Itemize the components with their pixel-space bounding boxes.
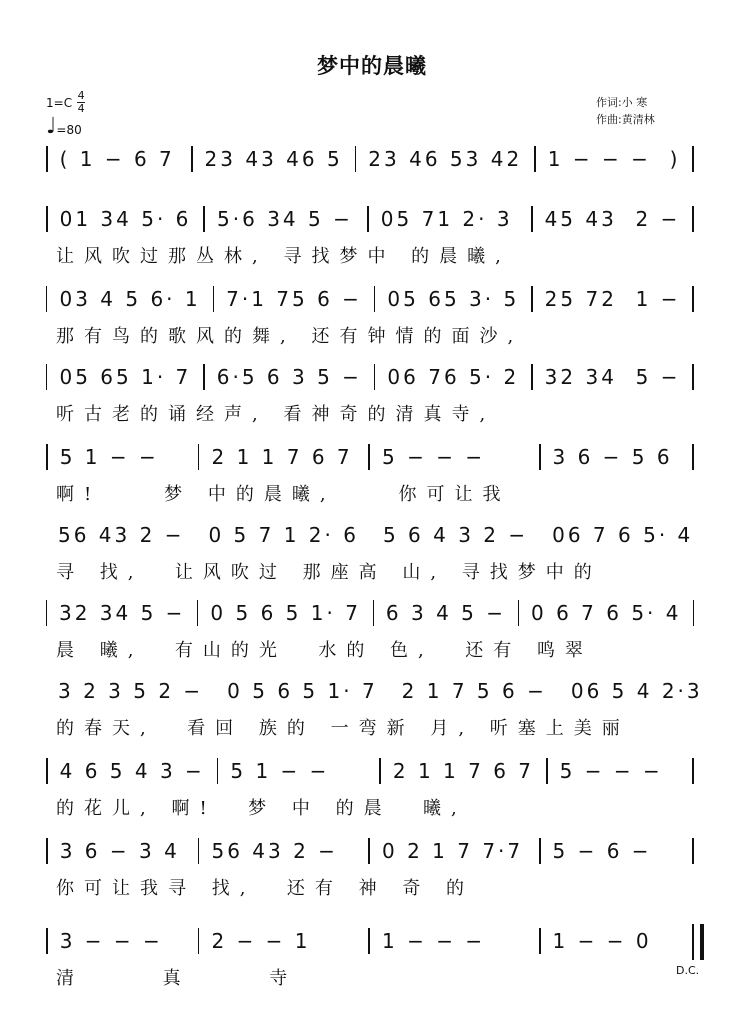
lyric-line: 啊! 梦 中的晨曦, 你可让我	[56, 484, 511, 505]
score-row	[40, 600, 706, 626]
measure: 03 4 5 6· 1	[59, 287, 201, 311]
measure: 1 − − 0	[552, 929, 652, 953]
measure: 2 − − 1	[211, 929, 311, 953]
measure: 23 43 46 5	[204, 147, 343, 171]
measure: 05 65 3· 5	[387, 287, 520, 311]
measure: 3 − − −	[59, 929, 163, 953]
barline	[46, 444, 48, 470]
measure: 0 6 7 6 5· 4	[530, 601, 682, 625]
measure: 06 7 6 5· 4	[552, 523, 694, 547]
time-signature	[77, 90, 85, 115]
barline	[692, 146, 694, 172]
score-row	[40, 146, 706, 172]
barline	[531, 364, 532, 390]
lyric-line: 听古老的诵经声, 看神奇的清真寺,	[56, 404, 496, 425]
measure: 5 − − −	[559, 759, 663, 783]
barline	[46, 928, 48, 954]
barline	[203, 206, 205, 232]
measure: ( 1 − 6 7	[59, 147, 175, 171]
measure: 5 − − −	[382, 445, 486, 469]
composer: 作曲:黄清林	[596, 113, 655, 126]
measure: 05 71 2· 3	[380, 207, 513, 231]
measure: 1 − − − )	[547, 147, 681, 171]
barline	[198, 444, 200, 470]
barline	[374, 286, 375, 312]
measure: 0 5 7 1 2· 6	[208, 523, 359, 547]
measure: 3 2 3 5 2 −	[58, 679, 204, 703]
barline	[539, 928, 541, 954]
barline	[692, 758, 694, 784]
measure: 6·5 6 3 5 −	[216, 365, 362, 389]
barline	[539, 838, 541, 864]
score-row	[40, 758, 706, 784]
barline	[197, 600, 198, 626]
measure: 25 72 1 −	[544, 287, 681, 311]
measure: 32 34 5 −	[544, 365, 681, 389]
barline	[539, 444, 541, 470]
barline	[46, 206, 48, 232]
measure: 7·1 75 6 −	[226, 287, 362, 311]
score-header-left	[46, 90, 85, 137]
measure: 23 46 53 42	[368, 147, 523, 171]
barline	[692, 838, 694, 864]
measure: 5 6 4 3 2 −	[382, 523, 529, 547]
barline	[531, 206, 533, 232]
measure: 06 5 4 2·3	[570, 679, 703, 703]
quarter-note-icon: ♩	[46, 114, 57, 139]
barline	[46, 758, 48, 784]
barline	[46, 364, 47, 390]
lyric-line: 让风吹过那丛林, 寻找梦中 的晨曦,	[56, 246, 511, 267]
barline	[355, 146, 357, 172]
barline	[198, 928, 200, 954]
da-capo-mark: D.C.	[676, 964, 700, 977]
barline	[374, 364, 375, 390]
measure: 6 3 4 5 −	[385, 601, 506, 625]
measure: 2 1 7 5 6 −	[401, 679, 547, 703]
measure: 0 5 6 5 1· 7	[210, 601, 361, 625]
barline	[191, 146, 193, 172]
barline	[518, 600, 519, 626]
barline	[692, 364, 693, 390]
measure: 0 5 6 5 1· 7	[227, 679, 378, 703]
barline	[692, 286, 693, 312]
measure: 56 43 2 −	[58, 523, 185, 547]
barline	[692, 206, 694, 232]
tempo-mark: =80	[56, 123, 82, 137]
barline	[203, 364, 204, 390]
barline	[534, 146, 536, 172]
barline	[693, 600, 694, 626]
measure: 5 − 6 −	[552, 839, 652, 863]
measure: 1 − − −	[382, 929, 486, 953]
time-sig-top: 4	[77, 89, 85, 102]
measure: 2 1 1 7 6 7	[392, 759, 535, 783]
score-title: 梦中的晨曦	[317, 53, 427, 78]
barline	[213, 286, 214, 312]
barline	[379, 758, 381, 784]
measure: 05 65 1· 7	[59, 365, 192, 389]
score-row	[40, 522, 706, 548]
measure: 0 2 1 7 7·7	[382, 839, 524, 863]
score-row	[40, 286, 706, 312]
measure: 3 6 − 5 6	[552, 445, 673, 469]
barline	[373, 600, 374, 626]
measure: 06 76 5· 2	[387, 365, 520, 389]
measure: 56 43 2 −	[211, 839, 338, 863]
measure: 5·6 34 5 −	[217, 207, 353, 231]
score-row	[40, 678, 706, 704]
barline	[368, 444, 370, 470]
score-row	[40, 364, 706, 390]
lyricist: 作词:小 寒	[596, 96, 648, 109]
measure: 5 1 − −	[230, 759, 330, 783]
measure: 2 1 1 7 6 7	[211, 445, 353, 469]
score-row	[40, 206, 706, 232]
lyric-line: 的花儿, 啊! 梦 中 的晨 曦,	[56, 798, 467, 819]
measure: 5 1 − −	[59, 445, 159, 469]
barline	[198, 838, 200, 864]
measure: 01 34 5· 6	[59, 207, 192, 231]
score-row	[40, 928, 706, 954]
measure: 4 6 5 4 3 −	[59, 759, 205, 783]
key-signature: 1=C	[46, 95, 73, 110]
lyric-line: 那有鸟的歌风的舞, 还有钟情的面沙,	[56, 326, 524, 347]
final-barline	[692, 924, 704, 960]
barline	[46, 838, 48, 864]
lyric-line: 清 真 寺	[56, 968, 298, 989]
barline	[46, 600, 47, 626]
lyric-line: 寻 找, 让风吹过 那座高 山, 寻找梦中的	[56, 562, 602, 583]
barline	[46, 146, 48, 172]
barline	[531, 286, 532, 312]
barline	[46, 286, 47, 312]
barline	[367, 206, 369, 232]
measure: 45 43 2 −	[544, 207, 681, 231]
lyric-line: 晨 曦, 有山的光 水的 色, 还有 鸣翠	[56, 640, 593, 661]
measure: 3 6 − 3 4	[59, 839, 180, 863]
score-row	[40, 838, 706, 864]
barline	[368, 838, 370, 864]
measure: 32 34 5 −	[58, 601, 186, 625]
barline	[692, 444, 694, 470]
barline	[217, 758, 219, 784]
barline	[546, 758, 548, 784]
lyric-line: 的春天, 看回 族的 一弯新 月, 听塞上美丽	[56, 718, 630, 739]
credits	[596, 94, 655, 128]
time-sig-bottom: 4	[77, 102, 85, 115]
lyric-line: 你可让我寻 找, 还有 神 奇 的	[56, 878, 475, 899]
score-row	[40, 444, 706, 470]
barline	[368, 928, 370, 954]
